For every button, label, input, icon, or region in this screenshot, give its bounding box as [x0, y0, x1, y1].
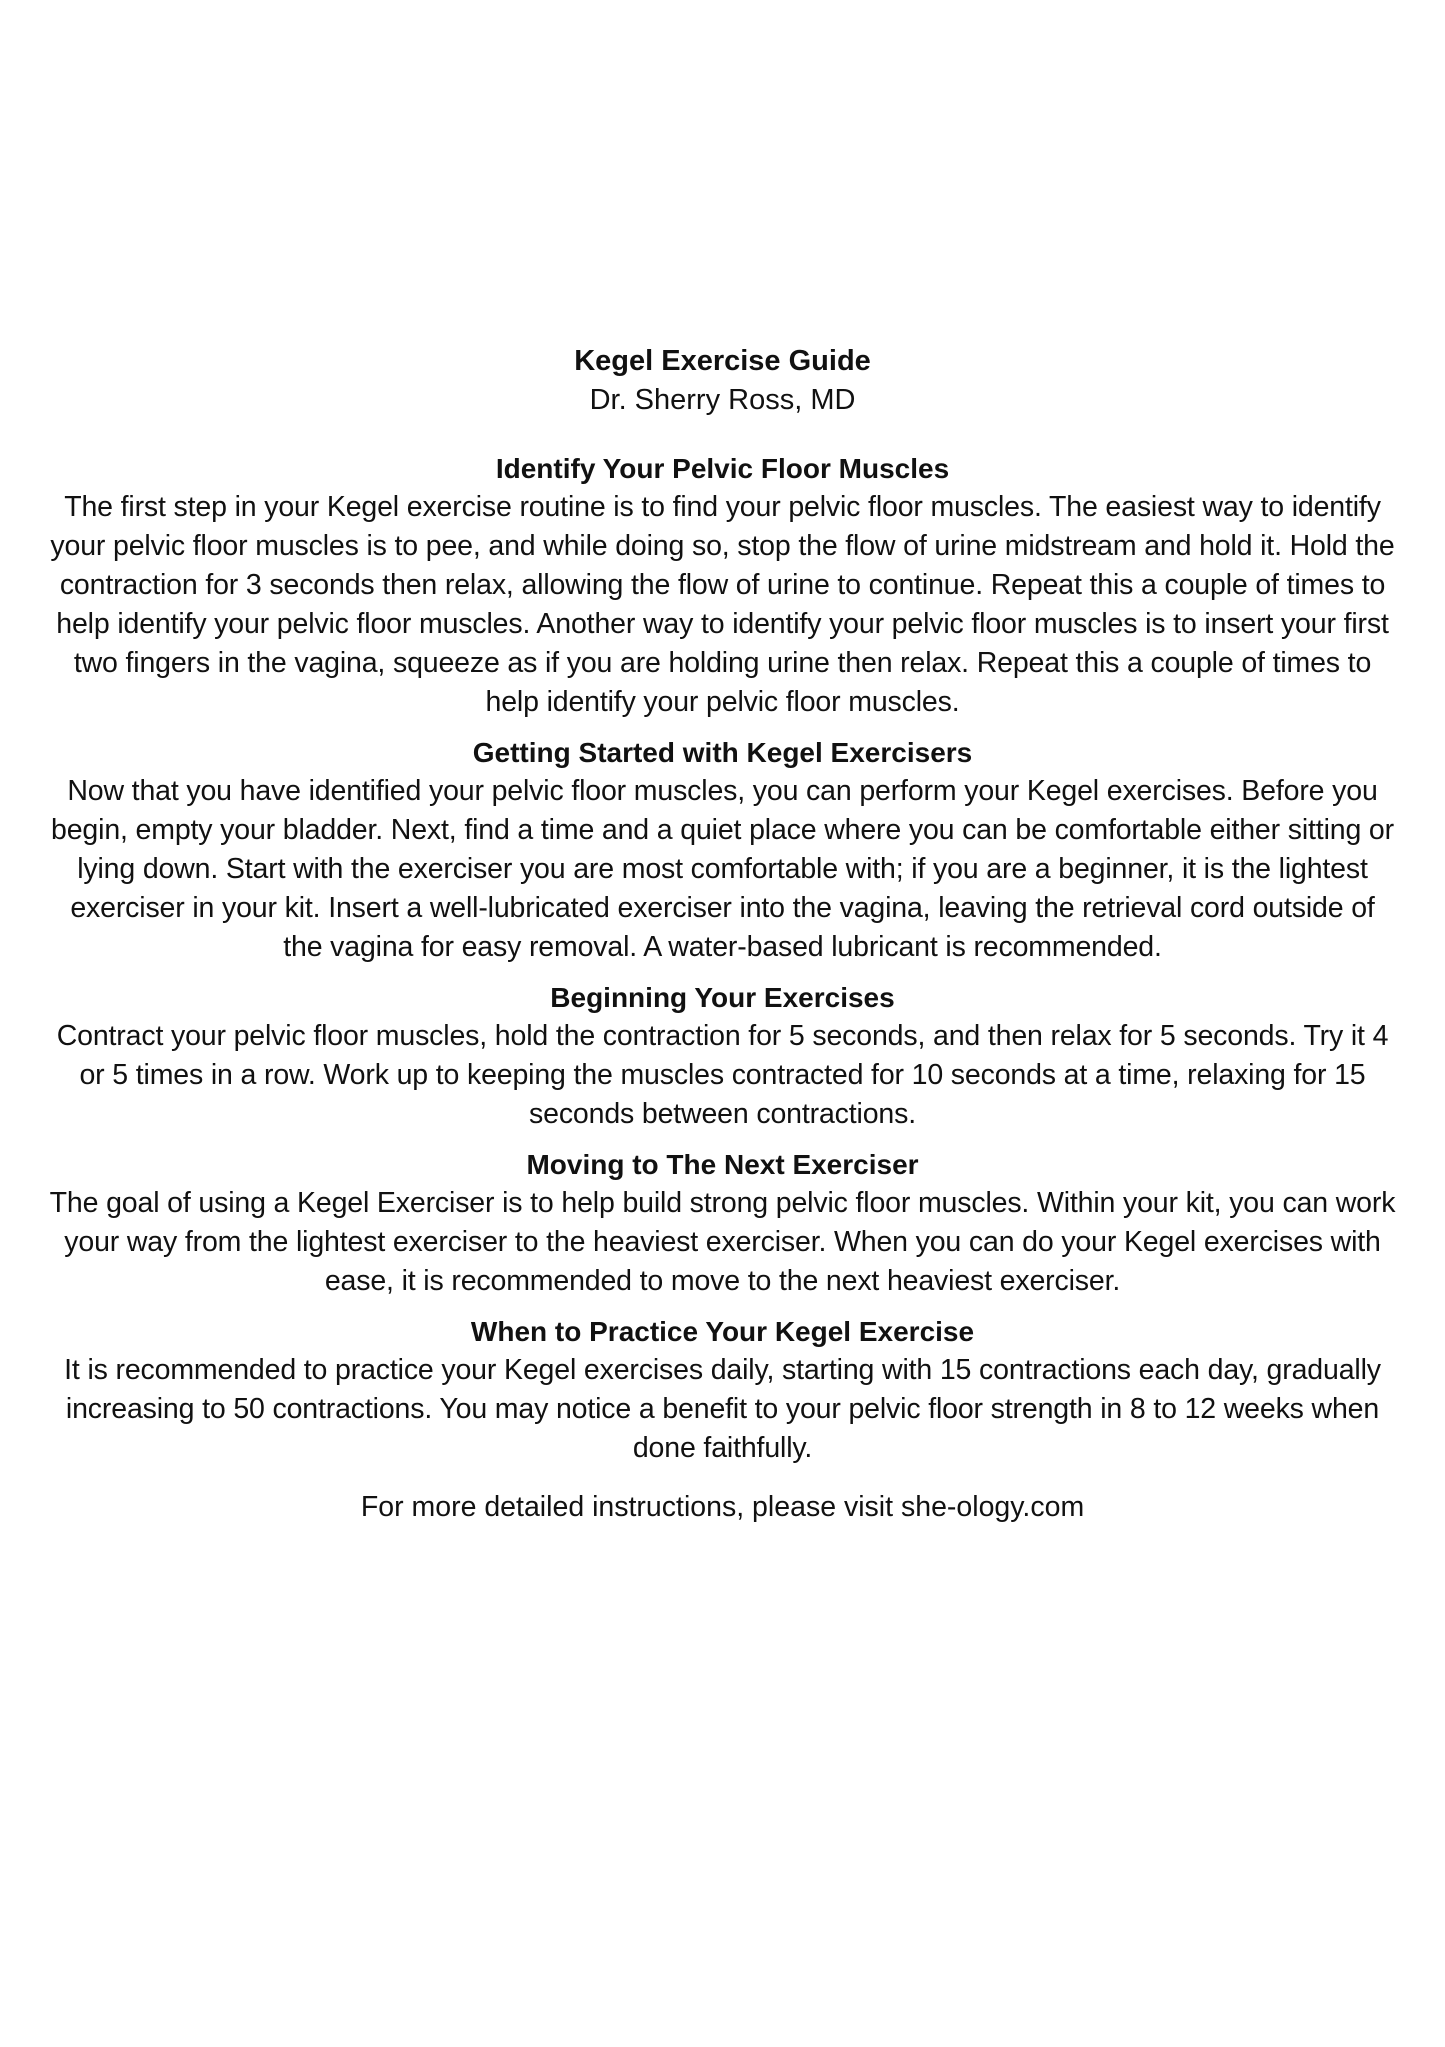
section-body: Contract your pelvic floor muscles, hold the contraction for 5 seconds, and then relax for 5 seconds. Try it 4 or 5 times in a row. Work up to keeping the muscles contracted for 10 seconds at a time, relaxing for 15 seconds between contractions.	[56, 1020, 1389, 1130]
section-beginning-exercises	[48, 979, 1397, 1134]
section-body: It is recommended to practice your Kegel exercises daily, starting with 15 contractions each day, gradually increasing to 50 contractions. You may notice a benefit to your pelvic floor strength in 8 to 12 weeks when done faithfully.	[64, 1354, 1381, 1464]
section-next-exerciser	[48, 1146, 1397, 1301]
section-heading: Beginning Your Exercises	[550, 982, 895, 1013]
section-heading: Moving to The Next Exerciser	[526, 1149, 919, 1180]
document-author: Dr. Sherry Ross, MD	[589, 384, 856, 416]
section-when-to-practice	[48, 1313, 1397, 1468]
section-identify-muscles	[48, 450, 1397, 722]
document-page	[48, 342, 1397, 1527]
section-heading: Getting Started with Kegel Exercisers	[472, 737, 973, 768]
section-heading: Identify Your Pelvic Floor Muscles	[495, 453, 950, 484]
document-title: Kegel Exercise Guide	[574, 345, 871, 377]
section-heading: When to Practice Your Kegel Exercise	[470, 1316, 975, 1347]
section-body: The first step in your Kegel exercise routine is to find your pelvic floor muscles. The easiest way to identify your pelvic floor muscles is to pee, and while doing so, stop the flow of urine midstream and hold it. Hold the contraction for 3 seconds then relax, allowing the flow of urine to continue. Repeat this a couple of times to help identify your pelvic floor muscles. Another way to identify your pelvic floor muscles is to insert your first two fingers in the vagina, squeeze as if you are holding urine then relax. Repeat this a couple of times to help identify your pelvic floor muscles.	[50, 491, 1395, 718]
section-body: Now that you have identified your pelvic floor muscles, you can perform your Kegel exercises. Before you begin, empty your bladder. Next, find a time and a quiet place where you can be comfortable either sitting or lying down. Start with the exerciser you are most comfortable with; if you are a beginner, it is the lightest exerciser in your kit. Insert a well-lubricated exerciser into the vagina, leaving the retrieval cord outside of the vagina for easy removal. A water-based lubricant is recommended.	[51, 775, 1394, 963]
footer-note: For more detailed instructions, please visit she-ology.com	[360, 1491, 1085, 1523]
section-body: The goal of using a Kegel Exerciser is to help build strong pelvic floor muscles. Within your kit, you can work your way from the lightest exerciser to the heaviest exerciser. When you can do your Kegel exercises with ease, it is recommended to move to the next heaviest exerciser.	[49, 1187, 1396, 1297]
section-getting-started	[48, 734, 1397, 967]
